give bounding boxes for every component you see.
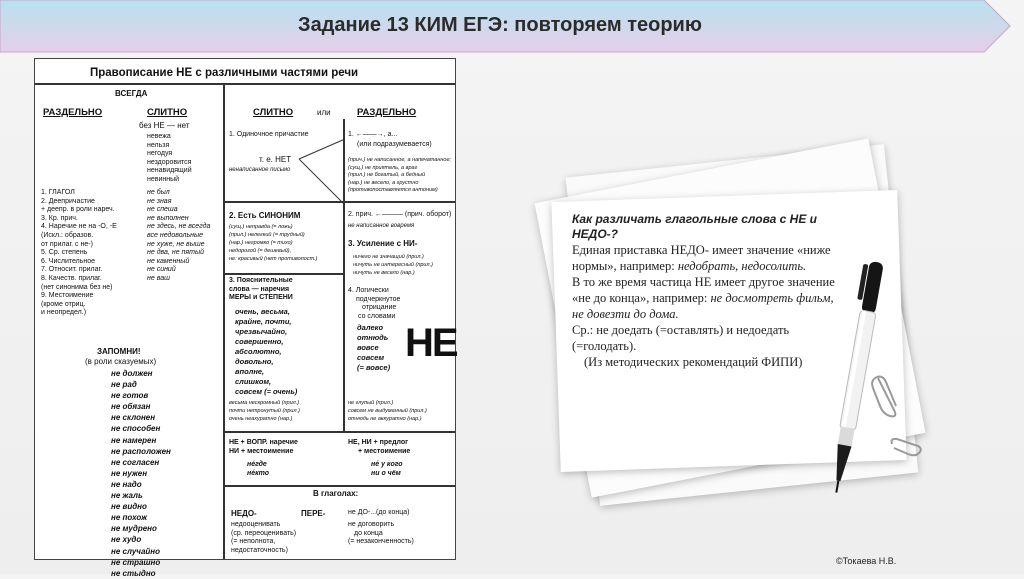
- divider: [223, 431, 455, 433]
- pronoun-rule-right: [348, 439, 410, 456]
- separately-heading: РАЗДЕЛЬНО: [43, 107, 103, 118]
- list-item: совершенно,: [235, 337, 284, 346]
- rule1-right-sub: (или подразумевается): [357, 141, 432, 148]
- list-item: (прил.) нелегкий (= трудный): [229, 232, 305, 238]
- copyright: ©Токаева Н.В.: [836, 556, 897, 566]
- list-item: отнюдь: [357, 333, 389, 342]
- verbs-right: не ДО-...(до конца): [348, 509, 410, 516]
- list-item: не страшно: [111, 557, 161, 567]
- list-item: 1. ГЛАГОЛ: [41, 189, 75, 196]
- list-item: не расположен: [111, 446, 171, 456]
- list-item: недооценивать: [231, 521, 281, 528]
- list-item: совсем (= очень): [235, 387, 298, 396]
- list-item: не здесь, не всегда: [147, 223, 211, 231]
- list-item: + местоимение: [358, 447, 411, 455]
- list-item: не: красивый (нет противопост.): [229, 256, 318, 262]
- list-item: ничуть не интересный (прил.): [353, 262, 433, 268]
- list-item: не рад: [111, 380, 137, 390]
- list-item: 3. Кр. прич.: [41, 214, 78, 222]
- list-item: не обязан: [111, 402, 151, 412]
- divider: [35, 83, 455, 85]
- list-item: 2. Деепричастие: [41, 197, 95, 205]
- list-item: (нет синонима без не): [41, 283, 113, 291]
- list-item: весьма нескромный (прил.): [229, 400, 300, 406]
- list-item: НЕ + ВОПР. наречие: [229, 439, 298, 446]
- verbs-ne-do-examples: [231, 521, 296, 555]
- list-item: и неопредел.): [41, 309, 87, 317]
- list-item: (= неполнота,: [231, 538, 276, 546]
- list-item: не случайно: [111, 546, 160, 556]
- list-item: (прич.) не написанное, а напечатанное;: [348, 157, 452, 163]
- list-item: 8. Качеств. прилаг.: [41, 274, 102, 282]
- list-item: не спеша: [147, 206, 178, 214]
- divider: [223, 273, 343, 275]
- without-ne-label: без НЕ — нет: [139, 121, 190, 130]
- list-item: отнюдь не аккуратно (нар.): [348, 416, 422, 422]
- rule1-left-example: т. е. НЕТ: [259, 155, 292, 164]
- divider: [223, 485, 455, 487]
- remember-subheading: (в роли сказуемых): [85, 357, 157, 366]
- list-item: не способен: [111, 424, 161, 434]
- list-item: не́где: [247, 461, 267, 468]
- list-item: не должен: [111, 369, 153, 378]
- list-item: невинный: [147, 175, 180, 183]
- rule3-left: [229, 277, 293, 303]
- list-item: все недовольные: [147, 231, 204, 239]
- page-title: Задание 13 КИМ ЕГЭ: повторяем теорию: [298, 14, 702, 36]
- list-item: (сущ.) неправда (= ложь): [229, 224, 293, 230]
- remember-words: [111, 368, 171, 579]
- list-item: почти нетронутый (прил.): [229, 408, 300, 414]
- list-item: не синий: [147, 266, 176, 274]
- list-item: нездоровится: [147, 158, 192, 166]
- list-item: не́кто: [247, 469, 270, 477]
- list-item: ничуть не весело (нар.): [353, 270, 415, 276]
- list-item: 9. Местоимение: [41, 292, 94, 300]
- list-item: вовсе: [357, 343, 379, 352]
- remember-heading: ЗАПОМНИ!: [97, 347, 141, 356]
- list-item: чрезвычайно,: [235, 327, 288, 336]
- paperclip-icon: [888, 436, 924, 466]
- list-item: ничего не значащий (прил.): [353, 254, 424, 260]
- rule1-left-small: ненаписанное письмо: [229, 167, 291, 173]
- list-item: 7. Относит. прилаг.: [41, 266, 103, 274]
- list-item: очень, весьма,: [235, 307, 290, 316]
- list-item: 4. Наречие не на -О, -Е: [41, 223, 117, 231]
- rule-examples: [147, 189, 210, 284]
- list-item: (Искл.: образов.: [41, 231, 94, 239]
- list-item: не мудрено: [111, 524, 157, 534]
- list-item: (противопоставляется антоним): [348, 187, 438, 194]
- sheet-title: Правописание НЕ с различными частями речи: [90, 67, 359, 79]
- list-item: не готов: [111, 391, 149, 401]
- pronoun-right-examples: [371, 461, 403, 478]
- list-item: + деепр. в роли нареч.: [41, 206, 115, 214]
- rule1-right-examples: [348, 157, 451, 195]
- list-item: не намерен: [111, 435, 157, 445]
- rule3-left-words: [235, 307, 297, 397]
- list-item: абсолютно,: [235, 347, 282, 356]
- list-item: не был: [147, 189, 170, 196]
- list-item: крайне, почти,: [235, 317, 292, 326]
- list-item: ни о чём: [371, 469, 401, 477]
- list-item: слишком,: [235, 377, 272, 386]
- note-text-1: Единая приставка НЕДО- имеет значение «ниже нормы», например:: [572, 243, 831, 273]
- list-item: далеко: [357, 323, 384, 332]
- note-question: Как различать глагольные слова с НЕ и НЕДО-?: [572, 212, 818, 241]
- list-item: не выполнен: [147, 214, 189, 222]
- list-item: ненавидящий: [147, 167, 192, 175]
- rule1-right: 1. ←——→, а...: [348, 131, 398, 138]
- list-item: не склонен: [111, 413, 156, 423]
- rules-list: [41, 189, 117, 318]
- or-label: или: [317, 108, 331, 117]
- rule4-right: [348, 287, 400, 321]
- list-item: не зная: [147, 197, 172, 205]
- rule4-right-examples: [348, 399, 427, 423]
- verbs-ne-do: НЕДО-: [231, 509, 257, 518]
- list-item: совсем: [357, 353, 384, 362]
- note-paragraph-1: [572, 242, 847, 274]
- rule4-right-words: [357, 323, 390, 373]
- list-item: очень неахуратно (нар.): [229, 416, 293, 422]
- separately-heading-right: РАЗДЕЛЬНО: [357, 107, 417, 118]
- rule1-left: 1. Одиночное причастие: [229, 131, 309, 138]
- list-item: довольно,: [235, 357, 274, 366]
- verbs-heading: В глаголах:: [313, 489, 359, 498]
- rule2-left-examples: [229, 223, 317, 263]
- list-item: не видно: [111, 502, 147, 512]
- note-text-2: В то же время частица НЕ имеет другое значение «не до конца», например:: [572, 275, 835, 305]
- list-item: (ср. переоценивать): [231, 529, 297, 537]
- list-item: 4. Логически: [348, 287, 389, 294]
- list-item: не согласен: [111, 457, 160, 467]
- list-item: не договорить: [348, 521, 395, 528]
- list-item: нельзя: [147, 141, 170, 149]
- together-heading: СЛИТНО: [147, 107, 188, 118]
- list-item: отрицание: [362, 304, 397, 312]
- list-item: НИ + местоимение: [229, 447, 294, 455]
- list-item: не нужен: [111, 468, 148, 478]
- list-item: невежа: [147, 133, 171, 140]
- list-item: от прилаг. с не-): [41, 240, 93, 248]
- note-source: (Из методических рекомендаций ФИПИ): [584, 355, 803, 369]
- rule3-right: 3. Усиление с НИ-: [348, 239, 418, 248]
- list-item: не ваш: [147, 274, 170, 282]
- list-item: не похож: [111, 513, 147, 523]
- arrow-lines: [297, 137, 347, 207]
- note-example-2: не досмотреть фильм, не довезти до дома.: [572, 291, 834, 321]
- note-example-1: недобрать, недосолить.: [677, 259, 807, 273]
- note-text: [572, 212, 847, 370]
- rule3-left-examples: [229, 399, 300, 423]
- rules-table-image: [34, 58, 457, 578]
- list-item: (нар.) не весело, а грустно: [348, 179, 419, 186]
- without-ne-words: [147, 133, 192, 185]
- together-heading-right: СЛИТНО: [253, 107, 294, 118]
- list-item: не худо: [111, 535, 142, 545]
- list-item: не жаль: [111, 491, 143, 501]
- list-item: подчеркнутое: [356, 295, 401, 303]
- list-item: не́ у кого: [371, 461, 403, 468]
- list-item: (кроме отриц.: [41, 300, 86, 308]
- list-item: (= вовсе): [357, 363, 391, 372]
- rule3-right-examples: [353, 253, 433, 277]
- pronoun-rule-left: [229, 439, 298, 456]
- title-banner: [0, 0, 1024, 60]
- rule2-right: 2. прич. ←——— (прич. оборот): [348, 211, 452, 218]
- list-item: недорогой (= дешевый),: [229, 248, 292, 254]
- list-item: 6. Числительное: [41, 257, 96, 265]
- list-item: 5. Ср. степень: [41, 249, 88, 257]
- list-item: не каменный: [147, 257, 190, 265]
- list-item: слова — наречия: [229, 285, 290, 293]
- list-item: (нар.) негромко (= тихо): [229, 240, 293, 246]
- list-item: (= незаконченность): [348, 538, 414, 546]
- verbs-right-examples: [348, 521, 414, 547]
- note-paragraph-2: [572, 274, 847, 322]
- list-item: не надо: [111, 479, 142, 489]
- verbs-pere: ПЕРЕ-: [301, 509, 326, 518]
- list-item: не глупый (прил.): [348, 400, 394, 406]
- list-item: недостаточность): [231, 546, 288, 554]
- list-item: не два, не пятый: [147, 249, 204, 257]
- divider: [223, 83, 225, 559]
- rule2-left: 2. Есть СИНОНИМ: [229, 211, 301, 220]
- rule2-right-example: не написанное вовремя: [348, 223, 415, 229]
- list-item: (прил.) не богатый, а бедный: [348, 172, 426, 179]
- big-ne-letters: НЕ: [405, 321, 457, 365]
- list-item: не стыдно: [111, 568, 156, 578]
- note-paragraph-3: Ср.: не доедать (=оставлять) и недоедать (=голодать).: [572, 323, 790, 353]
- list-item: вполне,: [235, 367, 265, 376]
- list-item: МЕРЫ и СТЕПЕНИ: [229, 294, 293, 302]
- list-item: совсем не выдуманный (прил.): [348, 408, 427, 414]
- list-item: (сущ.) не приятель, а враг: [348, 164, 418, 171]
- list-item: НЕ, НИ + предлог: [348, 439, 409, 446]
- divider: [223, 201, 455, 203]
- always-label: ВСЕГДА: [115, 89, 148, 98]
- list-item: со словами: [358, 312, 396, 320]
- list-item: 3. Пояснительные: [229, 277, 293, 284]
- pronoun-left-examples: [247, 461, 269, 478]
- list-item: негодуя: [147, 150, 173, 158]
- list-item: до конца: [354, 529, 383, 537]
- list-item: не хуже, не выше: [147, 240, 205, 248]
- paperclip-icon: [870, 372, 906, 420]
